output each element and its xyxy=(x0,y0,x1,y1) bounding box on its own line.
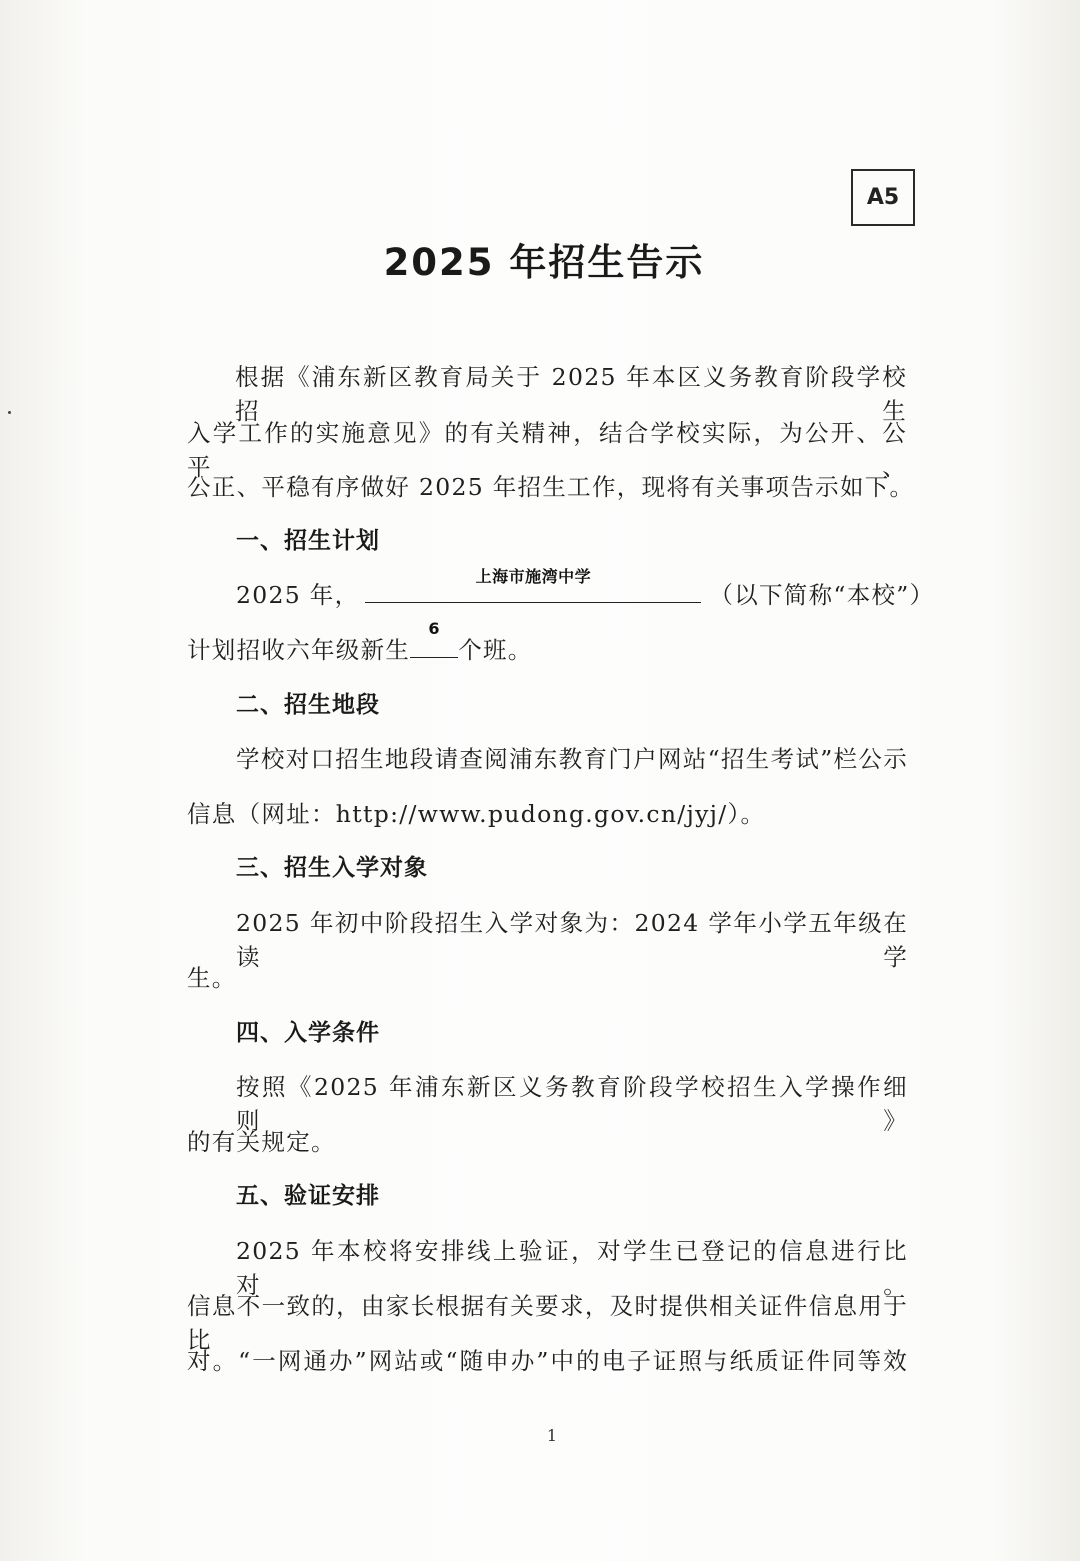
intro-line-1: 根据《浦东新区教育局关于 2025 年本区义务教育阶段学校招生 xyxy=(235,363,907,425)
section-heading-district: 二、招生地段 xyxy=(236,692,380,718)
class-count-blank xyxy=(410,619,458,658)
verification-line-2: 信息不一致的，由家长根据有关要求，及时提供相关证件信息用于比 xyxy=(187,1292,908,1354)
district-line-2: 信息（网址：http://www.pudong.gov.cn/jyj/）。 xyxy=(187,800,766,828)
plan-line2-suffix: 个班。 xyxy=(458,636,533,664)
section-heading-plan: 一、招生计划 xyxy=(236,528,380,554)
document-title: 2025 年招生告示 xyxy=(383,241,705,284)
target-line-1: 2025 年初中阶段招生入学对象为：2024 学年小学五年级在读学 xyxy=(236,909,908,971)
target-line-2: 生。 xyxy=(187,964,237,992)
scan-speck xyxy=(8,411,11,414)
school-name-blank xyxy=(365,567,701,603)
page-number: 1 xyxy=(546,1426,558,1445)
intro-line-3: 公正、平稳有序做好 2025 年招生工作，现将有关事项告示如下。 xyxy=(187,473,915,501)
school-name: 上海市施湾中学 xyxy=(475,567,592,586)
form-tag: A5 xyxy=(866,185,900,210)
plan-prefix: 2025 年， xyxy=(236,581,360,609)
plan-line-2 xyxy=(187,619,533,665)
intro-line-2: 入学工作的实施意见》的有关精神，结合学校实际，为公开、公平、 xyxy=(187,419,907,481)
district-line-1: 学校对口招生地段请查阅浦东教育门户网站“招生考试”栏公示 xyxy=(236,745,908,773)
verification-line-3: 对。“一网通办”网站或“随申办”中的电子证照与纸质证件同等效 xyxy=(187,1347,908,1375)
verification-line-1: 2025 年本校将安排线上验证，对学生已登记的信息进行比对。 xyxy=(236,1237,908,1299)
conditions-line-2: 的有关规定。 xyxy=(187,1128,336,1156)
plan-line2-prefix: 计划招收六年级新生 xyxy=(187,636,411,664)
section-heading-verification: 五、验证安排 xyxy=(236,1183,380,1209)
plan-line-1 xyxy=(236,567,935,610)
class-count: 6 xyxy=(428,619,441,638)
section-heading-conditions: 四、入学条件 xyxy=(236,1020,380,1046)
conditions-line-1: 按照《2025 年浦东新区义务教育阶段学校招生入学操作细则》 xyxy=(236,1073,908,1135)
plan-suffix: （以下简称“本校”） xyxy=(709,581,935,609)
form-tag-box xyxy=(851,169,915,226)
section-heading-target: 三、招生入学对象 xyxy=(236,855,428,881)
